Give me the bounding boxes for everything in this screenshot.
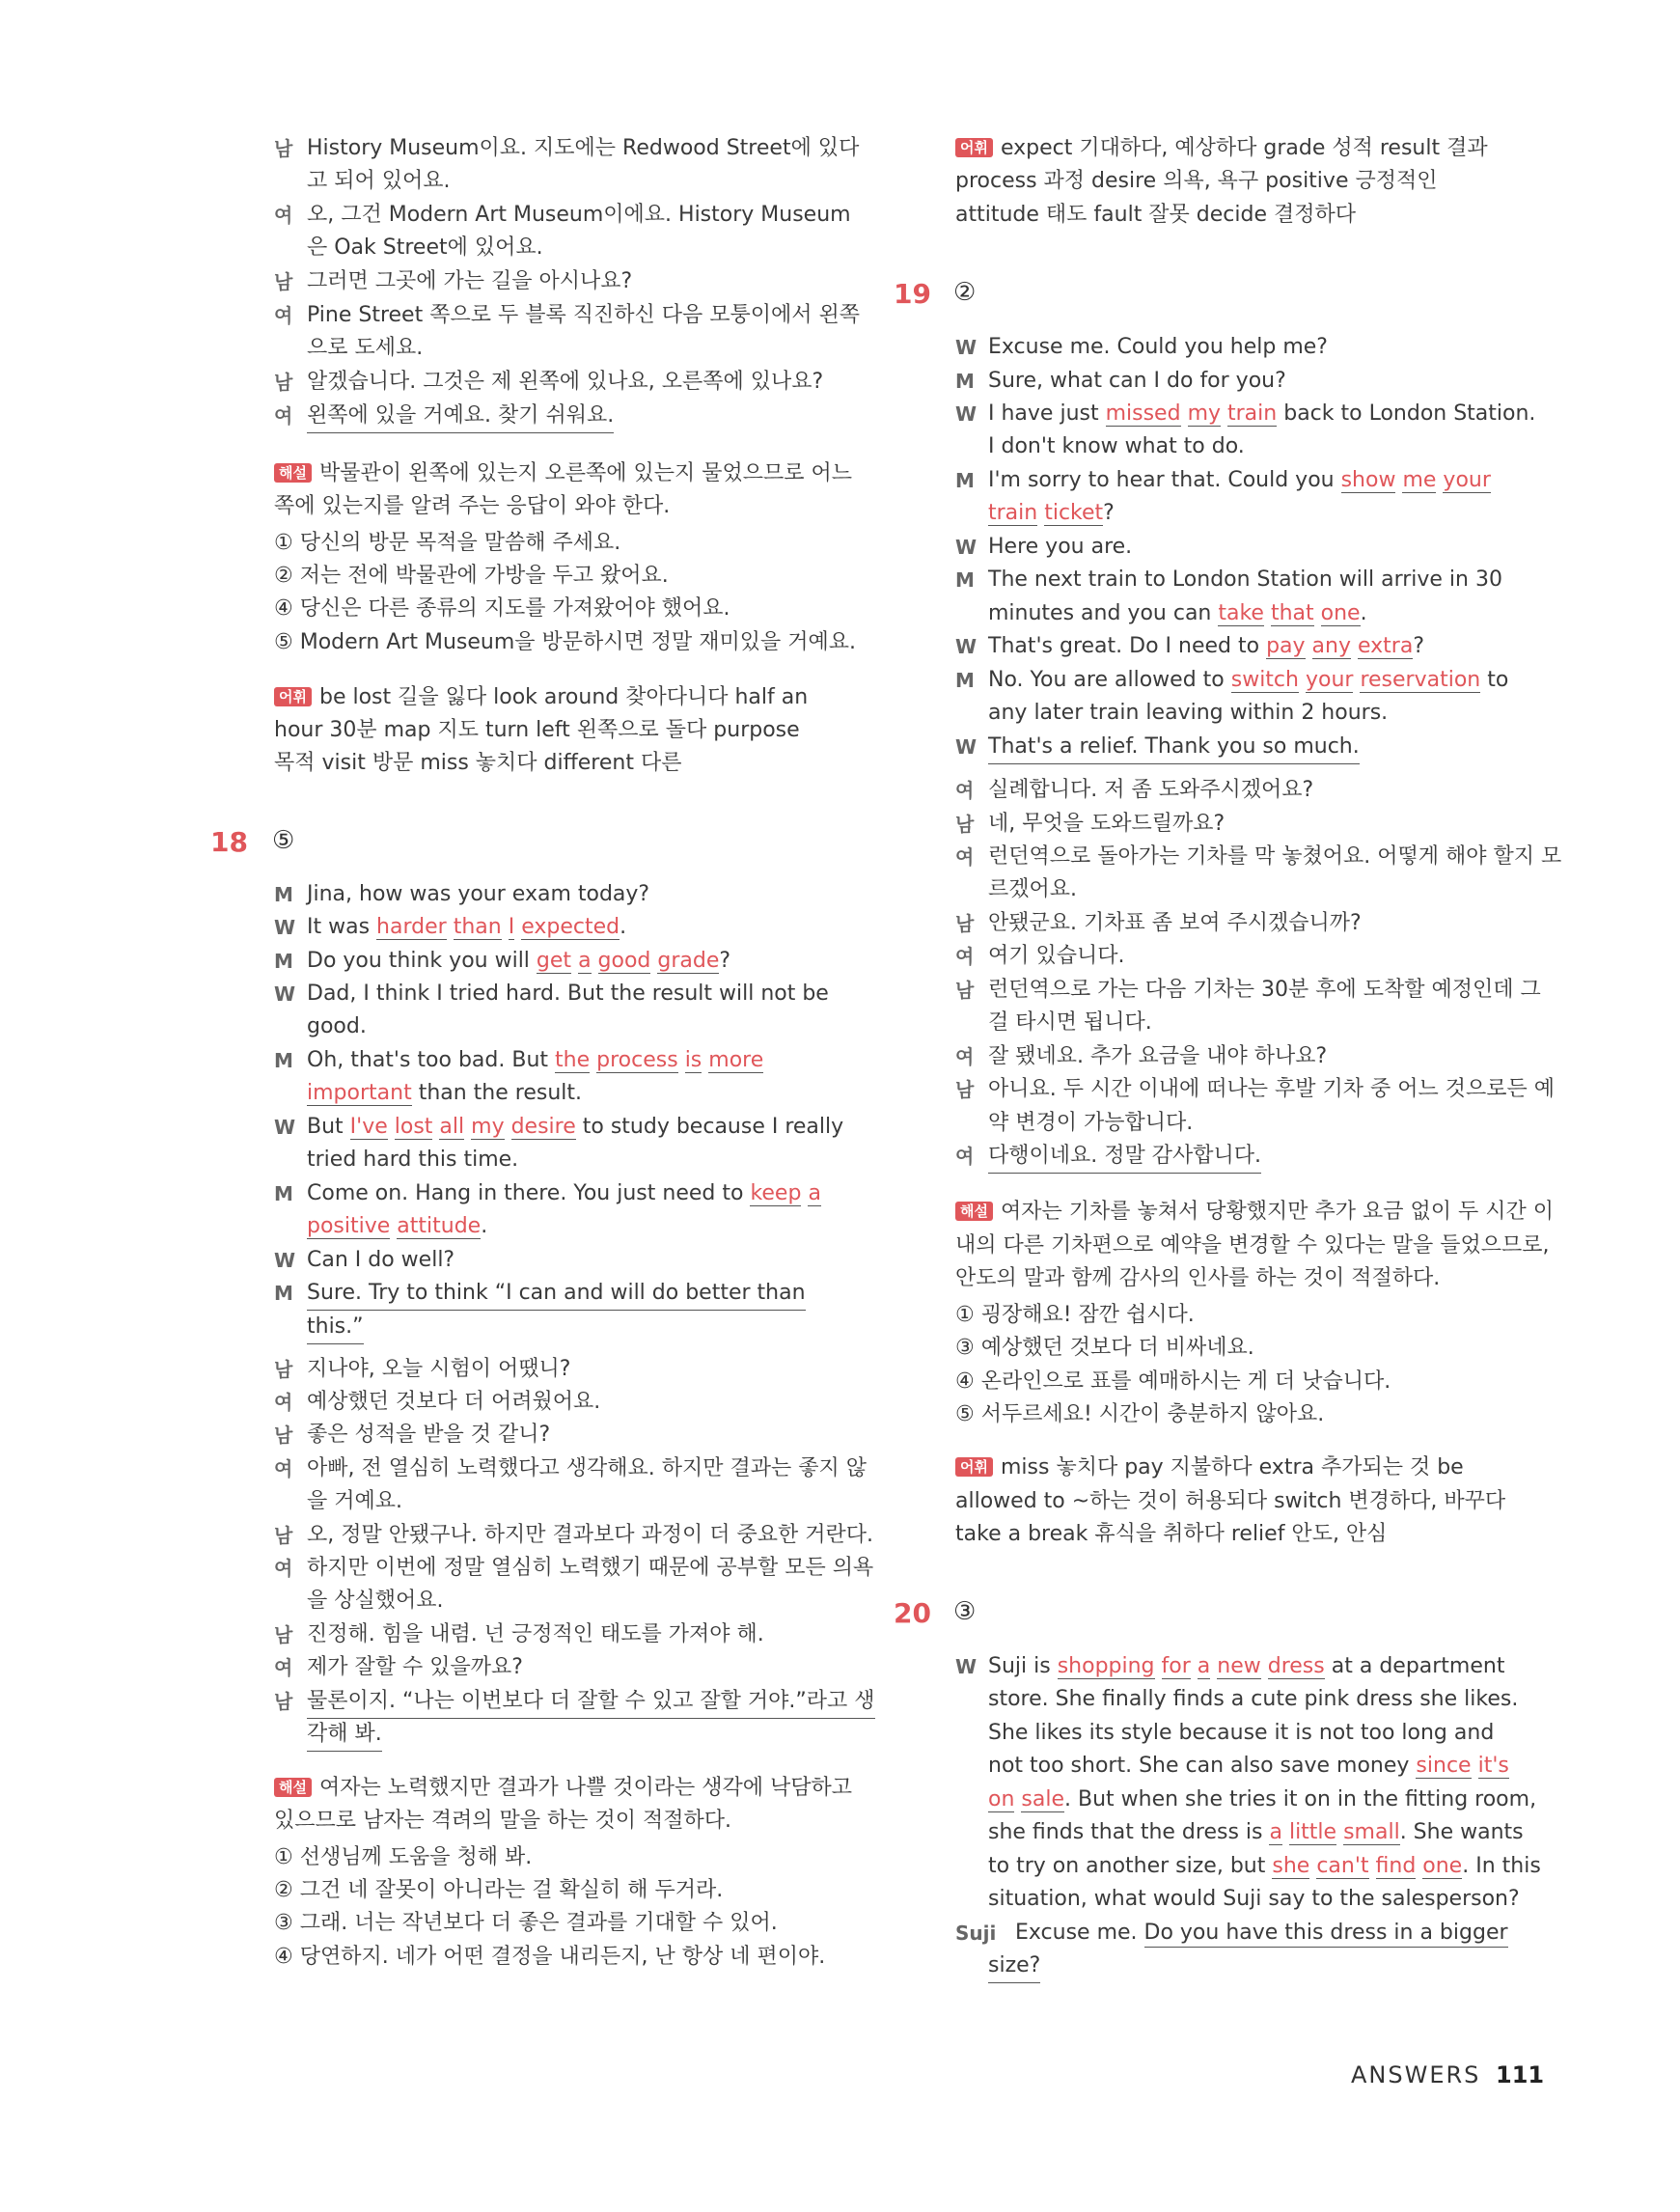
speaker-label: 여: [955, 1145, 975, 1168]
narration-line: on sale. But when she tries it on in the fitting room,: [988, 1787, 1537, 1811]
dialogue-line: History Museum이요. 지도에는 Redwood Street에 있다: [307, 136, 860, 160]
dialogue-line: I don't know what to do.: [988, 434, 1245, 458]
answer-line: Sure. Try to think “I can and will do better than: [307, 1279, 806, 1311]
option-line: ⑤ 서두르세요! 시간이 충분하지 않아요.: [955, 1402, 1325, 1426]
dialogue-line: Come on. Hang in there. You just need to keep a: [307, 1181, 821, 1205]
explanation-badge: 해설: [274, 463, 312, 483]
dialogue-line: 아빠, 전 열심히 노력했다고 생각해요. 하지만 결과는 좋지 않: [307, 1456, 867, 1480]
speaker-label: 여: [274, 204, 293, 227]
dialogue-line: 예상했던 것보다 더 어려웠어요.: [307, 1390, 601, 1414]
answer-line: 다행이네요. 정말 감사합니다.: [988, 1142, 1261, 1174]
vocab-line: hour 30분 map 지도 turn left 왼쪽으로 돌다 purpose: [274, 718, 800, 742]
explanation-badge: 해설: [955, 1202, 993, 1221]
speaker-label: M: [274, 883, 293, 906]
speaker-label: W: [955, 735, 978, 759]
option-line: ② 그건 네 잘못이 아니라는 걸 확실히 해 두거라.: [274, 1878, 724, 1902]
dialogue-line: Oh, that's too bad. But the process is more: [307, 1048, 764, 1072]
dialogue-line: 런던역으로 가는 다음 기차는 30분 후에 도착할 예정인데 그: [988, 978, 1541, 1002]
speaker-label: 여: [274, 1457, 293, 1480]
option-line: ③ 그래. 너는 작년보다 더 좋은 결과를 기대할 수 있어.: [274, 1911, 778, 1935]
explanation-line: 안도의 말과 함께 감사의 인사를 하는 것이 적절하다.: [955, 1266, 1441, 1290]
question-number: 20: [894, 1597, 931, 1629]
answer-line: this.”: [307, 1313, 364, 1344]
speaker-label: W: [274, 982, 296, 1006]
speaker-label: 여: [955, 779, 975, 802]
speaker-label: 여: [955, 945, 975, 968]
vocab-line: allowed to ~하는 것이 허용되다 switch 변경하다, 바꾸다: [955, 1489, 1506, 1513]
narration-line: not too short. She can also save money since it's: [988, 1754, 1509, 1778]
speaker-label: 남: [274, 371, 293, 394]
explanation-badge: 해설: [274, 1778, 312, 1797]
answer-line: That's a relief. Thank you so much.: [988, 733, 1360, 764]
speaker-label: 여: [955, 1045, 975, 1068]
answer-choice: ②: [953, 278, 977, 307]
speaker-label: W: [274, 916, 296, 939]
option-line: ② 저는 전에 박물관에 가방을 두고 왔어요.: [274, 564, 669, 588]
dialogue-line: The next train to London Station will arrive in 30: [988, 567, 1502, 592]
dialogue-line: 르겠어요.: [988, 877, 1078, 901]
speaker-label: W: [955, 635, 978, 658]
speaker-label: 남: [274, 1690, 293, 1713]
dialogue-line: train ticket?: [988, 501, 1115, 525]
speaker-label: 여: [274, 1656, 293, 1679]
option-line: ④ 온라인으로 표를 예매하시는 게 더 낫습니다.: [955, 1369, 1391, 1394]
speaker-label: 남: [274, 270, 293, 293]
narration-line: she finds that the dress is a little small. She wants: [988, 1820, 1524, 1844]
dialogue-line: 오, 정말 안됐구나. 하지만 결과보다 과정이 더 중요한 거란다.: [307, 1523, 873, 1547]
vocab-line: take a break 휴식을 취하다 relief 안도, 안심: [955, 1522, 1388, 1546]
narration-line: Suji is shopping for a new dress at a department: [988, 1654, 1505, 1678]
vocab-line: 어휘 expect 기대하다, 예상하다 grade 성적 result 결과: [955, 134, 1488, 163]
dialogue-line: It was harder than I expected.: [307, 915, 627, 939]
dialogue-line: 을 거예요.: [307, 1489, 402, 1513]
speaker-label: M: [274, 950, 293, 973]
answer-line: 물론이지. “나는 이번보다 더 잘할 수 있고 잘할 거야.”라고 생: [307, 1687, 875, 1719]
explanation-line: 내의 다른 기차편으로 예약을 변경할 수 있다는 말을 들었으므로,: [955, 1233, 1550, 1258]
dialogue-line: Can I do well?: [307, 1248, 455, 1272]
explanation-line: 있으므로 남자는 격려의 말을 하는 것이 적절하다.: [274, 1809, 731, 1833]
dialogue-line: Here you are.: [988, 535, 1133, 559]
dialogue-line: Do you think you will get a good grade?: [307, 949, 731, 973]
speaker-label: W: [955, 402, 978, 426]
vocab-badge: 어휘: [274, 687, 312, 706]
dialogue-line: 잘 됐네요. 추가 요금을 내야 하나요?: [988, 1044, 1328, 1068]
dialogue-line: positive attitude.: [307, 1214, 488, 1238]
speaker-label: M: [955, 469, 975, 492]
narration-line: She likes its style because it is not too long and: [988, 1721, 1495, 1745]
speaker-label: 여: [274, 1557, 293, 1580]
speaker-label: W: [955, 1655, 978, 1678]
dialogue-line: important than the result.: [307, 1081, 583, 1105]
dialogue-line: 오, 그건 Modern Art Museum이에요. History Museum: [307, 203, 851, 227]
vocab-badge: 어휘: [955, 1457, 993, 1477]
speaker-label: 남: [274, 1623, 293, 1646]
dialogue-line: Excuse me. Could you help me?: [988, 335, 1328, 359]
speaker-label: 여: [955, 845, 975, 869]
speaker-label: M: [274, 1182, 293, 1205]
speaker-label: M: [274, 1282, 293, 1305]
question-number: 18: [210, 826, 248, 858]
narration-line: to try on another size, but she can't find one. In this: [988, 1854, 1541, 1878]
dialogue-line: I have just missed my train back to London Station.: [988, 401, 1536, 426]
dialogue-line: 좋은 성적을 받을 것 같니?: [307, 1423, 551, 1447]
dialogue-line: 을 상실했어요.: [307, 1589, 444, 1613]
option-line: ⑤ Modern Art Museum을 방문하시면 정말 재미있을 거예요.: [274, 630, 857, 654]
dialogue-line: 은 Oak Street에 있어요.: [307, 235, 543, 260]
question-number: 19: [894, 278, 931, 310]
dialogue-line: 약 변경이 가능합니다.: [988, 1111, 1194, 1135]
dialogue-line: good.: [307, 1014, 367, 1038]
dialogue-line: 여기 있습니다.: [988, 944, 1125, 968]
vocab-line: attitude 태도 fault 잘못 decide 결정하다: [955, 203, 1357, 227]
speaker-label: M: [955, 568, 975, 592]
speaker-label: W: [274, 1249, 296, 1272]
speaker-label: 남: [955, 1078, 975, 1101]
speaker-label: 남: [955, 979, 975, 1002]
speaker-label: 남: [274, 1358, 293, 1381]
option-line: ① 굉장해요! 잠깐 쉽시다.: [955, 1303, 1195, 1327]
speaker-label: M: [274, 1049, 293, 1072]
speaker-label: 여: [274, 304, 293, 327]
vocab-line: process 과정 desire 의욕, 욕구 positive 긍정적인: [955, 169, 1438, 193]
option-line: ① 당신의 방문 목적을 말씀해 주세요.: [274, 531, 621, 555]
vocab-line: 어휘 be lost 길을 잃다 look around 찾아다니다 half an: [274, 683, 808, 712]
speaker-label: 여: [274, 1391, 293, 1414]
dialogue-line: Sure, what can I do for you?: [988, 369, 1286, 393]
footer-label: ANSWERS: [1351, 2061, 1481, 2088]
option-line: ④ 당신은 다른 종류의 지도를 가져왔어야 했어요.: [274, 596, 730, 621]
speaker-label: 여: [274, 404, 293, 428]
dialogue-line: 으로 도세요.: [307, 336, 424, 360]
speaker-label: 남: [274, 1424, 293, 1447]
narration-line: store. She finally finds a cute pink dress she likes.: [988, 1687, 1519, 1711]
dialogue-line: 걸 타시면 됩니다.: [988, 1010, 1152, 1035]
dialogue-line: tried hard this time.: [307, 1147, 519, 1172]
page-number: 111: [1496, 2061, 1545, 2088]
speaker-label: M: [955, 370, 975, 393]
dialogue-line: 아니요. 두 시간 이내에 떠나는 후발 기차 중 어느 것으로든 예: [988, 1077, 1555, 1101]
dialogue-line: minutes and you can take that one.: [988, 601, 1367, 625]
answer-choice: ⑤: [272, 826, 295, 855]
option-line: ④ 당연하지. 네가 어떤 결정을 내리든지, 난 항상 네 편이야.: [274, 1945, 826, 1969]
answer-line: size?: [988, 1951, 1040, 1983]
explanation-line: 해설 여자는 기차를 놓쳐서 당황했지만 추가 요금 없이 두 시간 이: [955, 1198, 1554, 1227]
dialogue-line: 진정해. 힘을 내렴. 넌 긍정적인 태도를 가져야 해.: [307, 1622, 764, 1646]
dialogue-line: I'm sorry to hear that. Could you show me your: [988, 468, 1491, 492]
dialogue-line: But I've lost all my desire to study because I really: [307, 1115, 844, 1139]
dialogue-line: any later train leaving within 2 hours.: [988, 701, 1389, 725]
narration-line: situation, what would Suji say to the salesperson?: [988, 1887, 1520, 1911]
speaker-label: W: [274, 1116, 296, 1139]
explanation-line: 쪽에 있는지를 알려 주는 응답이 와야 한다.: [274, 494, 671, 518]
dialogue-line: 제가 잘할 수 있을까요?: [307, 1655, 523, 1679]
explanation-line: 해설 여자는 노력했지만 결과가 나쁠 것이라는 생각에 낙담하고: [274, 1774, 852, 1803]
answer-line: Excuse me. Do you have this dress in a bigger: [1015, 1919, 1508, 1948]
dialogue-line: 고 되어 있어요.: [307, 169, 451, 193]
dialogue-line: 실례합니다. 저 좀 도와주시겠어요?: [988, 778, 1314, 802]
dialogue-line: That's great. Do I need to pay any extra?: [988, 634, 1425, 658]
answer-choice: ③: [953, 1597, 977, 1626]
dialogue-line: 그러면 그곳에 가는 길을 아시나요?: [307, 269, 633, 293]
vocab-line: 목적 visit 방문 miss 놓치다 different 다른: [274, 751, 682, 775]
speaker-label: 남: [955, 813, 975, 836]
dialogue-line: Dad, I think I tried hard. But the result will not be: [307, 982, 829, 1006]
vocab-line: 어휘 miss 놓치다 pay 지불하다 extra 추가되는 것 be: [955, 1453, 1464, 1482]
answer-line: 각해 봐.: [307, 1720, 382, 1752]
speaker-label: M: [955, 669, 975, 692]
dialogue-line: No. You are allowed to switch your reservation to: [988, 668, 1509, 692]
dialogue-line: 하지만 이번에 정말 열심히 노력했기 때문에 공부할 모든 의욕: [307, 1556, 874, 1580]
speaker-label: W: [955, 536, 978, 559]
vocab-badge: 어휘: [955, 138, 993, 157]
dialogue-line: 지나야, 오늘 시험이 어땠니?: [307, 1357, 571, 1381]
explanation-line: 해설 박물관이 왼쪽에 있는지 오른쪽에 있는지 물었으므로 어느: [274, 459, 852, 488]
speaker-label: W: [955, 336, 978, 359]
dialogue-line: 네, 무엇을 도와드릴까요?: [988, 812, 1226, 836]
answer-line: 왼쪽에 있을 거예요. 찾기 쉬워요.: [307, 401, 614, 433]
dialogue-line: 알겠습니다. 그것은 제 왼쪽에 있나요, 오른쪽에 있나요?: [307, 370, 824, 394]
speaker-label: 남: [274, 137, 293, 160]
dialogue-line: 안됐군요. 기차표 좀 보여 주시겠습니까?: [988, 911, 1362, 935]
dialogue-line: 런던역으로 돌아가는 기차를 막 놓쳤어요. 어떻게 해야 할지 모: [988, 844, 1562, 869]
speaker-label: 남: [955, 912, 975, 935]
dialogue-line: Jina, how was your exam today?: [307, 882, 650, 906]
speaker-label: Suji: [955, 1922, 997, 1945]
dialogue-line: Pine Street 쪽으로 두 블록 직진하신 다음 모퉁이에서 왼쪽: [307, 303, 860, 327]
option-line: ① 선생님께 도움을 청해 봐.: [274, 1845, 533, 1869]
speaker-label: 남: [274, 1524, 293, 1547]
option-line: ③ 예상했던 것보다 더 비싸네요.: [955, 1336, 1254, 1360]
